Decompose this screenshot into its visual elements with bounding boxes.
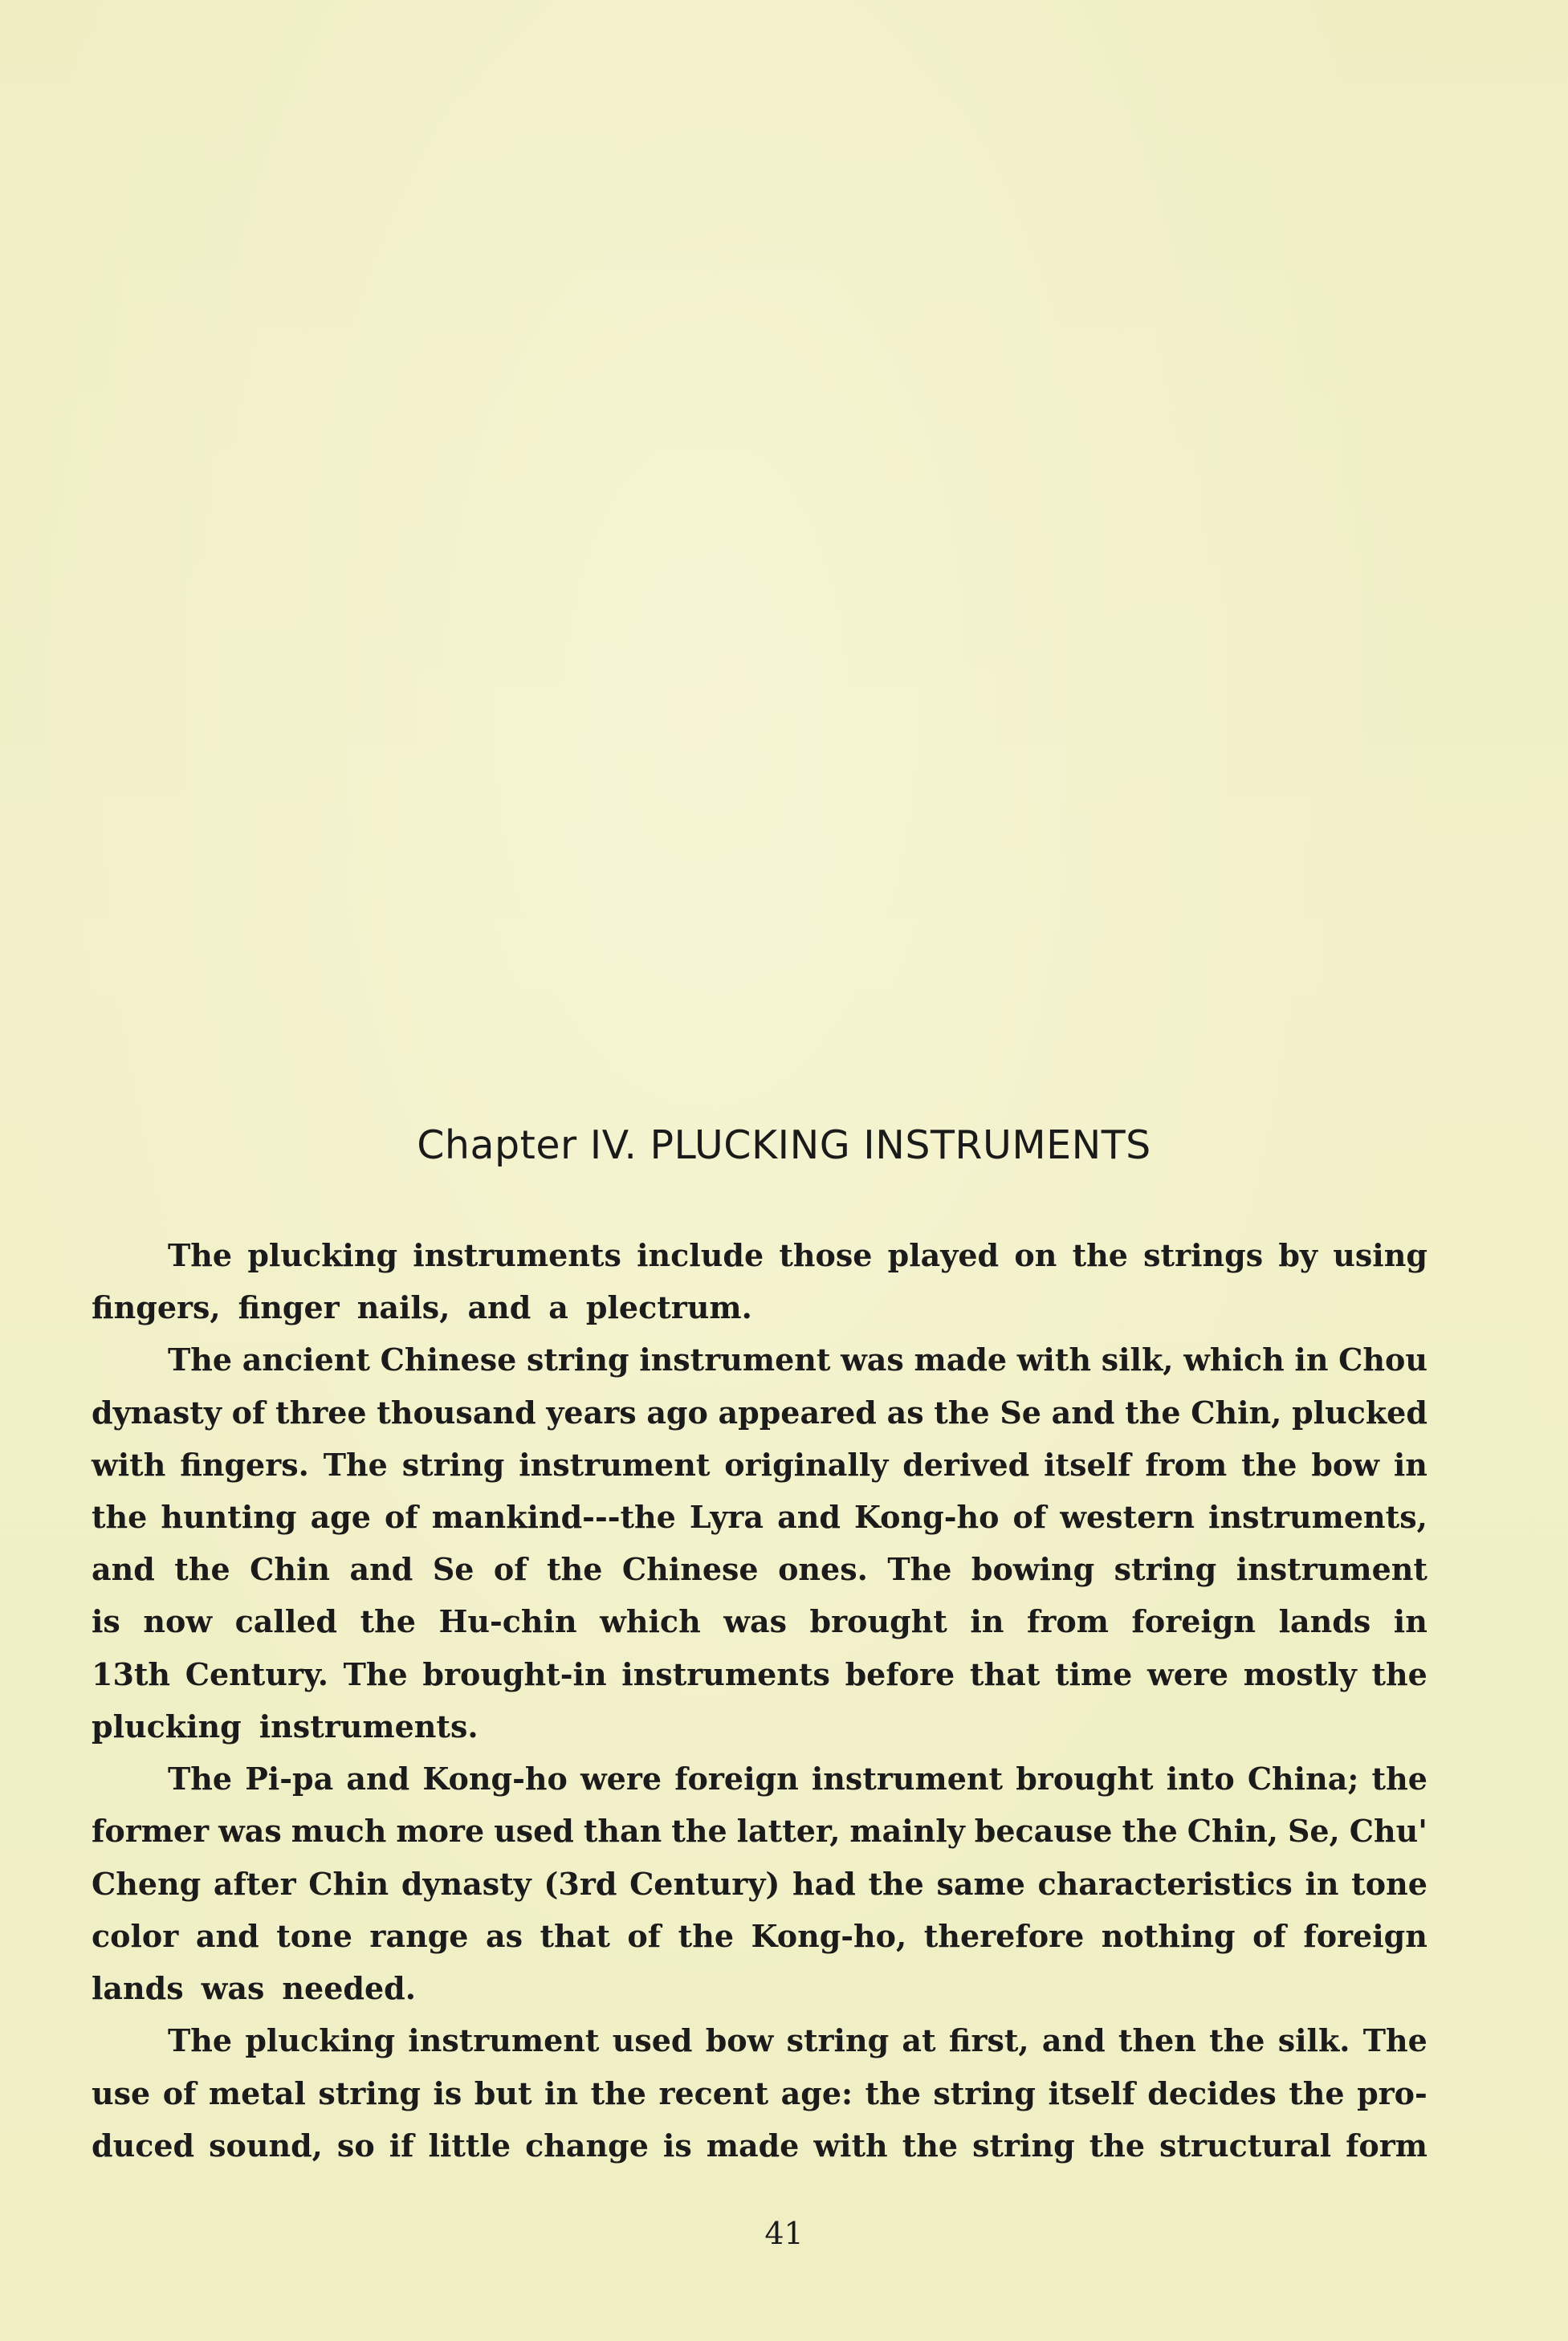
page-number: 41 [764, 2216, 804, 2251]
text-line: the hunting age of mankind---the Lyra and Kong-ho of western instruments, [92, 1499, 1427, 1535]
text-line: Cheng after Chin dynasty (3rd Century) had the same characteristics in tone [92, 1866, 1427, 1902]
text-line: use of metal string is but in the recent age: the string itself decides the pro- [92, 2075, 1427, 2111]
text-line: and the Chin and Se of the Chinese ones. The bowing string instrument [92, 1551, 1427, 1587]
text-line: The ancient Chinese string instrument was made with silk, which in Chou [168, 1341, 1427, 1378]
chapter-title: Chapter IV. PLUCKING INSTRUMENTS [417, 1122, 1151, 1168]
text-line: plucking instruments. [92, 1708, 479, 1745]
text-line: is now called the Hu-chin which was brought in from foreign lands in [92, 1603, 1427, 1639]
text-line: former was much more used than the latter, mainly because the Chin, Se, Chu' [92, 1813, 1427, 1849]
text-line: with fingers. The string instrument originally derived itself from the bow in [92, 1447, 1427, 1483]
text-line: The Pi-pa and Kong-ho were foreign instrument brought into China; the [168, 1761, 1427, 1797]
text-line: duced sound, so if little change is made with the string the structural form [92, 2127, 1427, 2164]
text-line: lands was needed. [92, 1970, 416, 2006]
text-line: color and tone range as that of the Kong-ho, therefore nothing of foreign [92, 1918, 1427, 1954]
text-line: The plucking instrument used bow string at first, and then the silk. The [168, 2022, 1427, 2058]
text-line: 13th Century. The brought-in instruments before that time were mostly the [92, 1656, 1427, 1692]
text-line: The plucking instruments include those played on the strings by using [168, 1237, 1427, 1273]
text-line: fingers, finger nails, and a plectrum. [92, 1289, 752, 1325]
text-line: dynasty of three thousand years ago appeared as the Se and the Chin, plucked [92, 1394, 1427, 1431]
